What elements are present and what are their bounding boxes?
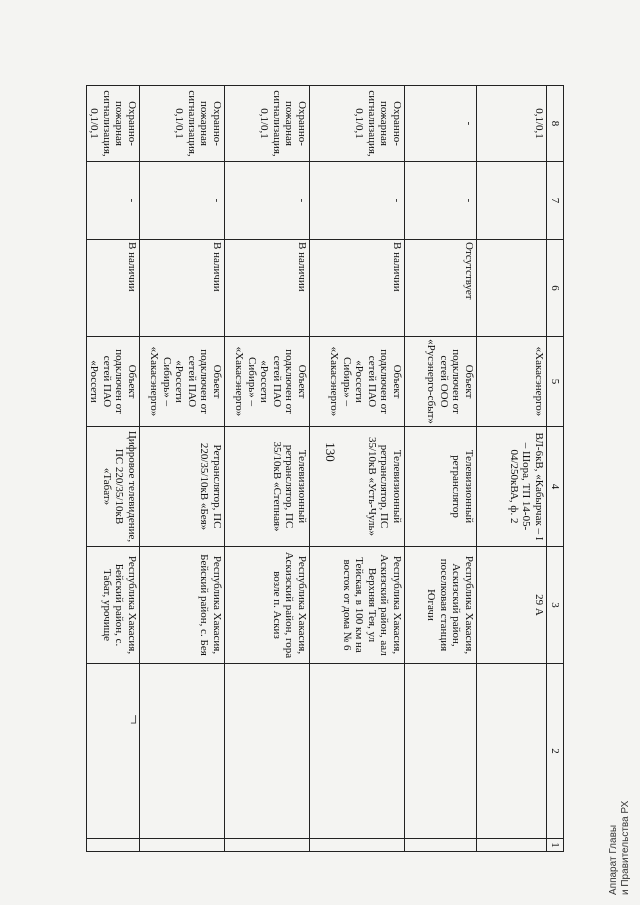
cell-col8: - xyxy=(405,86,477,162)
cell-col2 xyxy=(87,664,140,839)
cell-col7: - xyxy=(87,162,140,240)
cell-col4: Телевизионный ретранслятор, ПС 35/10кВ «Усть-Чуль» xyxy=(310,427,405,547)
cell-col1 xyxy=(225,839,310,852)
cell-col1 xyxy=(87,839,140,852)
stamp-text-line2: и Правительства РХ xyxy=(620,800,631,895)
data-table xyxy=(86,85,564,852)
cell-col6: Отсутствует xyxy=(405,240,477,337)
cell-col2 xyxy=(310,664,405,839)
header-cell: 8 xyxy=(547,86,564,162)
table-row xyxy=(140,86,225,852)
cell-col3: 29 А xyxy=(477,547,547,664)
cell-col6: В наличии xyxy=(87,240,140,337)
cell-col4: Цифровое телевидение, ПС 220/35/10кВ «Табат» xyxy=(87,427,140,547)
cell-col4: Ретранслятор, ПС 220/35/10кВ «Бея» xyxy=(140,427,225,547)
table-container xyxy=(88,85,564,851)
table-row xyxy=(310,86,405,852)
cell-col5: Объект подключен от сетей ПАО «Россети Сибирь» – «Хакасэнерго» xyxy=(310,337,405,427)
cell-col2 xyxy=(477,664,547,839)
cell-col2 xyxy=(140,664,225,839)
header-cell: 6 xyxy=(547,240,564,337)
cell-col3: Республика Хакасия, Бейский район, с. Бея xyxy=(140,547,225,664)
cell-col1 xyxy=(140,839,225,852)
cell-col7: - xyxy=(225,162,310,240)
cell-col4: ВЛ-6кВ, «Кабырчак – I – Шора, ТП 14-05-04/250кВА, ф. 2 xyxy=(477,427,547,547)
cell-col4: Телевизионный ретранслятор xyxy=(405,427,477,547)
page-number: 130 xyxy=(323,442,338,462)
cell-col3: Республика Хакасия, Бейский район, с. Табат, урочище xyxy=(87,547,140,664)
cell-col5: Объект подключен от сетей ПАО «Россети xyxy=(87,337,140,427)
cell-col5: Объект подключен от сетей ПАО «Россети Сибирь» – «Хакасэнерго» xyxy=(140,337,225,427)
cell-col6: В наличии xyxy=(310,240,405,337)
cell-col7: - xyxy=(310,162,405,240)
table-row xyxy=(405,86,477,852)
cell-col5: Объект подключен от сетей ООО «Русэнерго-сбыт» xyxy=(405,337,477,427)
table-header-row xyxy=(547,86,564,852)
header-cell: 4 xyxy=(547,427,564,547)
cell-col7: - xyxy=(140,162,225,240)
cell-col3: Республика Хакасия, Аскизский район, аал Верхняя Тея, ул Тейская, в 100 км на восток от дома № 6 xyxy=(310,547,405,664)
cell-col6 xyxy=(477,240,547,337)
cell-col2 xyxy=(225,664,310,839)
header-cell: 2 xyxy=(547,664,564,839)
header-cell: 1 xyxy=(547,839,564,852)
cell-col1 xyxy=(405,839,477,852)
cell-col2 xyxy=(405,664,477,839)
cell-col3: Республика Хакасия, Аскизский район, поселковая станция Югачи xyxy=(405,547,477,664)
cell-col8: Охранно-пожарная сигнализация, 0,1/0,1 xyxy=(87,86,140,162)
cell-col7 xyxy=(477,162,547,240)
cell-col6: В наличии xyxy=(225,240,310,337)
cell-col6: В наличии xyxy=(140,240,225,337)
cell-col8: Охранно-пожарная сигнализация, 0,1/0,1 xyxy=(225,86,310,162)
cell-col3: Республика Хакасия, Аскизский район, гора возле п. Аскиз xyxy=(225,547,310,664)
cell-col5: «Хакасэнерго» xyxy=(477,337,547,427)
cell-col1 xyxy=(310,839,405,852)
margin-mark: ┘ xyxy=(131,715,141,730)
cell-col8: Охранно-пожарная сигнализация, 0,1/0,1 xyxy=(310,86,405,162)
header-cell: 3 xyxy=(547,547,564,664)
table-row xyxy=(225,86,310,852)
table-row xyxy=(477,86,547,852)
cell-col8: Охранно-пожарная сигнализация, 0,1/0,1 xyxy=(140,86,225,162)
table-row xyxy=(87,86,140,852)
cell-col8: 0,1/0,1 xyxy=(477,86,547,162)
header-cell: 7 xyxy=(547,162,564,240)
cell-col7: - xyxy=(405,162,477,240)
cell-col5: Объект подключен от сетей ПАО «Россети Сибирь» – «Хакасэнерго» xyxy=(225,337,310,427)
stamp-text-line1: Аппарат Главы xyxy=(608,824,619,895)
cell-col4: Телевизионный ретранслятор, ПС 35/10кВ «Степная» xyxy=(225,427,310,547)
cell-col1 xyxy=(477,839,547,852)
header-cell: 5 xyxy=(547,337,564,427)
